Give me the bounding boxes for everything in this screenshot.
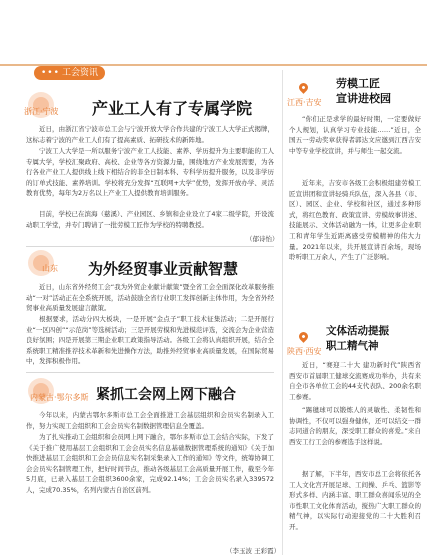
sidebar-location: 陕西·西安 [287,347,322,356]
section-tag-label: 工会资讯 [61,68,98,78]
article-location: 山东 [42,264,58,273]
paragraph: 近年来，吉安市各级工会积极组建劳模工匠宣讲团和宣讲轻骑兵队伍，深入各县（市、区）、园区、企业、学校和社区，通过多种形式，将红色教育、政策宣讲、劳模故事讲述、技能展示、文体活动融为一体，让更多企业职工和青年学生近距离感受劳模精神的伟大力量。2021年以来，共开展宣讲百余场，现场聆听职工万余人，产生了广泛影响。 [289,179,421,262]
paragraph: 近日，山东省外经贸工会“我为外贸企业献计献策”暨全省工会全面深化改革服务推动“一对”活动正在全系统开展，活动鼓励全省行业职工发挥创新主体作用，为全省外经贸事业高质量发展建言献策。 [26,283,274,313]
tag-dots-icon: ••• [41,68,60,78]
paragraph: 目前，学校已在滨海（慈溪）、产业园区、乡镇和企业设立了4家二级学院，开设流动职工学堂，并专门聘请了一批劳模工匠作为学校的特聘教授。 [26,210,274,229]
sidebar-title-line: 文体活动提振 [326,325,389,337]
paragraph: 今年以来，内蒙古鄂尔多斯市总工会全面推进工会基层组织和会员实名制录入工作，努力实现工会组织和工会会员实名制数据管理信息全覆盖。 [26,411,274,430]
article-credit: （李玉波 王彩霞） [226,547,281,555]
sidebar-title [336,76,391,106]
paragraph: “你们正是求学的最好时期，一定要做好个人规划，认真学习专业技能……”近日，全国五一劳动奖章获得者郭达文应邀到江西吉安中等专业学校宣讲，并与师生一起交流。 [289,115,421,155]
article-divider [26,372,274,373]
article-title: 为外经贸事业贡献智慧 [88,260,239,278]
paragraph: 据了解，下半年，西安市总工会将依托各工人文化宫开展足球、工间操、乒乓、篮影等形式多样、内涵丰富、职工群众喜闻乐见的全市性职工文化体育活动，搅热广大职工群众的精气神，以实际行动迎接党的二十大胜利召开。 [289,470,421,531]
location-pin-icon [297,81,310,94]
paragraph: 宁波工人大学是一所以服务宁波产业工人技能、素养、学历提升为主要职能的工人专属大学，学校汇聚政府、高校、企业等各方资源力量，围绕地方产业发展需要，为各行各业产业工人提供线上线下相结合的非全日制本科、专科学历提升服务，以及非学历的订单式技能、素养培训。学校将充分发挥“互联网+大学”优势，发挥开放办学、灵活教育优势，每年为2万名以上产业工人提供教育培训服务。 [26,147,274,198]
article-title: 紧抓工会网上网下融合 [96,387,236,403]
paragraph: 为了扎实推动工会组织和会员网上网下融合，鄂尔多斯市总工会结合实际，下发了《关于推广使用基层工会组织和工会会员实名信息基础数据管理系统的通知》《关于加快推进基层工会组织和工会会员信息实名制采集录入工作的通知》等文件，统筹协调工会会员实名制管理工作，把好时间节点，推动各级基层工会高质量开展工作，截至今年5月底，已录入基层工会组织3600余家，完成92.14%；工会会员实名录入339572人，完成70.35%，名列内蒙古自治区前列。 [26,433,274,494]
paragraph: 近日，由浙江省宁波市总工会与宁波开放大学合作共建的宁波工人大学正式揭牌，这标志着宁波的产业工人们有了提高素质、拓研技术的新阵地。 [26,125,274,144]
paragraph: 根据要求，活动分四大板块，一是开展“金点子”职工技术征集活动；二是开展行业“一区四创”“示范岗”等选树活动；三是开展劳模和先进模范评选，交流会为企业营造良好氛围；四是开展第三期企业职工政策指导活动。各级工会将认真组织开展，结合全系统职工精准推荐技术革新和先进操作方法，助推外经贸事业高质量发展，在国际贸易中，发挥积极作用。 [26,315,274,366]
sidebar-location: 江西·吉安 [287,98,322,107]
section-tag [34,66,105,80]
sidebar-title-line: 劳模工匠 [336,77,380,90]
article-title: 产业工人有了专属学院 [92,99,253,118]
paragraph: “踢毽球可以锻炼人的灵敏性、柔韧性和协调性，不仅可以强身健体，还可以结交一群志同道合的朋友，深受职工群众的喜爱。”来自西安工行工会的参赛选手这样说。 [289,406,421,446]
article-location: 浙江·宁波 [24,107,59,116]
paragraph: 近日，“赛迎二十大 建功新时代”陕西省西安市首届职工健球交流赛成功举办，共有来自全市各单位工会的44支代表队、200余名职工参赛。 [289,361,421,401]
location-pin-icon [297,330,310,343]
sidebar-title-line: 宣讲进校园 [336,92,391,105]
column-divider [282,70,283,555]
article-location: 内蒙古·鄂尔多斯 [30,393,89,402]
sidebar-title-line: 职工精气神 [326,340,379,352]
sidebar-title [326,324,389,354]
article-divider [26,246,274,247]
article-credit: （郁诗怡） [246,235,279,243]
